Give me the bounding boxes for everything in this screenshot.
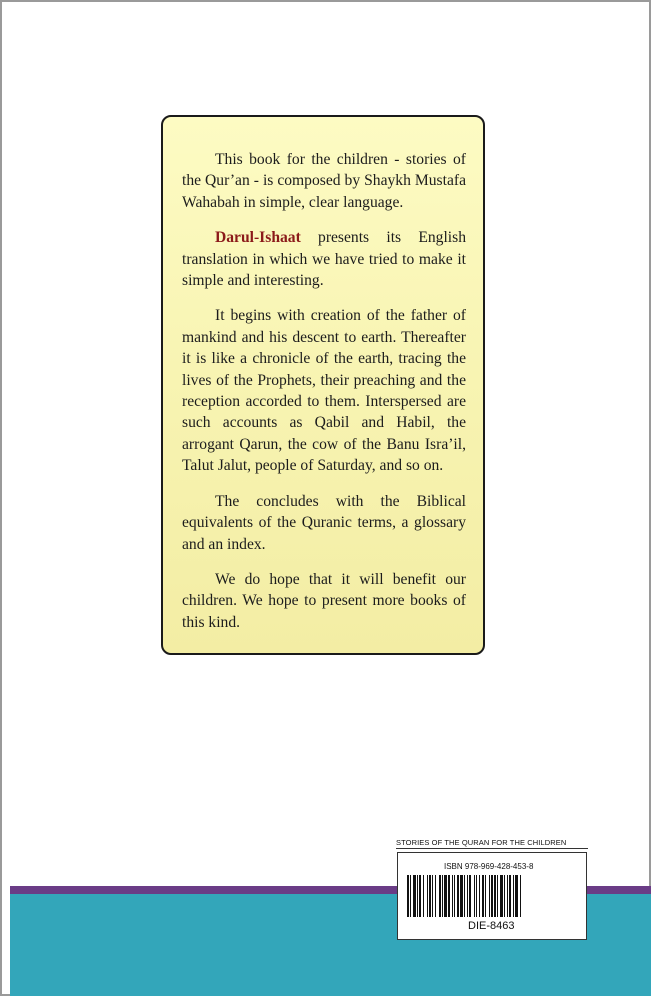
barcode-bar	[485, 875, 486, 917]
barcode-bar	[500, 875, 503, 917]
barcode-bar	[417, 875, 418, 917]
barcode-bar	[520, 875, 521, 917]
series-title: STORIES OF THE QURAN FOR THE CHILDREN	[396, 838, 567, 847]
barcode-bar	[457, 875, 459, 917]
barcode-bar	[423, 875, 424, 917]
barcode-bar	[476, 875, 477, 917]
blurb-paragraph-4: The concludes with the Biblical equivalents of the Quranic terms, a glossary and an index.	[182, 492, 466, 553]
barcode-bar	[467, 875, 468, 917]
barcode-bar	[407, 875, 409, 917]
barcode-icon	[407, 875, 579, 917]
barcode-bar	[454, 875, 455, 917]
barcode-bar	[427, 875, 428, 917]
product-code: DIE-8463	[468, 920, 515, 932]
barcode-bar	[442, 875, 443, 917]
publisher-name: Darul-Ishaat	[215, 229, 301, 247]
barcode-bar	[504, 875, 505, 917]
series-divider	[396, 848, 588, 849]
barcode-label	[397, 852, 587, 940]
barcode-bar	[482, 875, 484, 917]
barcode-bar	[444, 875, 447, 917]
barcode-bar	[513, 875, 514, 917]
barcode-bar	[460, 875, 463, 917]
barcode-bar	[489, 875, 490, 917]
barcode-bar	[497, 875, 498, 917]
barcode-bar	[474, 875, 475, 917]
barcode-bar	[509, 875, 511, 917]
barcode-bar	[439, 875, 441, 917]
barcode-bar	[413, 875, 416, 917]
barcode-bar	[507, 875, 508, 917]
blurb-box	[161, 115, 485, 655]
blurb-paragraph-5: We do hope that it will benefit our children. We hope to present more books of this kind.	[182, 570, 466, 631]
barcode-bar	[432, 875, 433, 917]
barcode-bar	[429, 875, 431, 917]
barcode-bar	[494, 875, 496, 917]
barcode-bar	[452, 875, 453, 917]
blurb-paragraph-2-text: presents its English translation in which we have tried to make it simple and interesting.	[182, 229, 466, 290]
barcode-bar	[479, 875, 480, 917]
barcode-bar	[515, 875, 518, 917]
blurb-paragraph-1: This book for the children - stories of the Qur’an - is composed by Shaykh Mustafa Wahabah in simple, clear language.	[182, 151, 466, 211]
barcode-bar	[464, 875, 465, 917]
barcode-bar	[419, 875, 421, 917]
barcode-bar	[469, 875, 471, 917]
blurb-paragraph-2	[182, 227, 466, 291]
barcode-bar	[435, 875, 436, 917]
barcode-bar	[448, 875, 450, 917]
blurb-paragraph-3: It begins with creation of the father of mankind and his descent to earth. Thereafter it is like a chronicle of the earth, tracing the lives of the Prophets, their preaching and the reception accorded to them. Interspersed are such accounts as Qabil and Habil, the arrogant Qarun, the cow of the Banu Isra’il, Talut Jalut, people of Saturday, and so on.	[182, 307, 466, 475]
isbn-number: ISBN 978-969-428-453-8	[444, 862, 534, 871]
barcode-bar	[491, 875, 493, 917]
barcode-bar	[410, 875, 411, 917]
